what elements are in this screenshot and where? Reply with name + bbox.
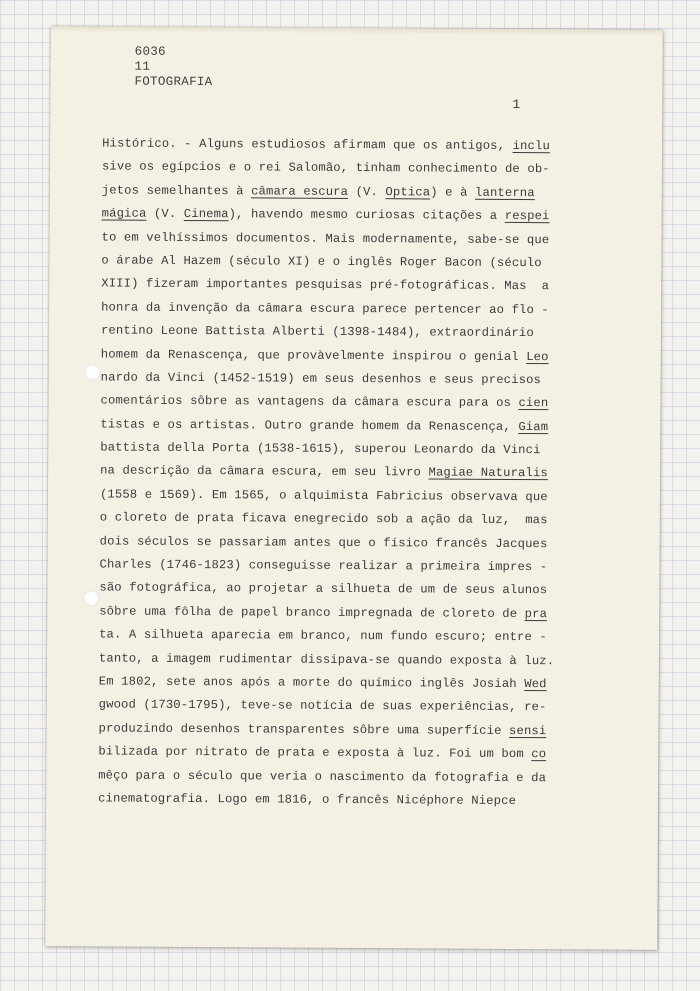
text-line [102,156,552,182]
paper-edge-stain [51,26,663,36]
text-line [99,553,549,579]
text-line [99,694,549,720]
text-line [101,273,551,299]
document-header [134,45,212,90]
underlined-text: Magiae Naturalis [428,465,548,481]
text-segment: mêço para o século que veria o nascimento da fotografia e da [98,767,547,785]
text-line [98,717,548,743]
text-line [98,764,548,790]
text-segment: gwood (1730-1795), teve-se notícia de suas experiências, re- [98,697,547,715]
underlined-text: Wed [524,677,547,692]
underlined-text: cien [518,396,549,411]
text-segment: nardo da Vinci (1452-1519) em seus desenhos e seus precisos [100,370,542,388]
text-segment: battista della Porta (1538-1615), superou Leonardo da Vinci [100,440,541,458]
text-segment: sôbre uma fôlha de papel branco impregnada de cloreto de [99,604,525,621]
text-segment: homem da Renascença, que provàvelmente inspirou o genial [100,346,527,364]
text-line [99,624,549,650]
text-segment: (1558 e 1569). Em 1565, o alquimista Fabricius observava que [99,487,548,505]
text-segment: tistas e os artistas. Outro grande homem da Renascença, [100,417,519,434]
text-line [100,530,550,556]
text-segment: tanto, a imagem rudimentar dissipava-se quando exposta à luz. [98,651,555,668]
underlined-text: sensi [508,723,547,738]
underlined-text: inclu [512,138,550,154]
text-segment: o cloreto de prata ficava enegrecido sob a ação da luz, mas [99,510,548,528]
text-line [101,296,551,322]
text-segment: dois séculos se passariam antes que o físico francês Jacques [99,534,548,551]
text-line [99,600,549,626]
text-segment: na descrição da câmara escura, em seu livro [100,463,429,480]
text-segment: bilizada por nitrato de prata e exposta à luz. Foi um bom [98,744,532,762]
underlined-text: Cinema [183,207,229,222]
underlined-text: Giam [518,419,549,434]
text-line [101,249,551,275]
text-segment: to em velhíssimos documentos. Mais modernamente, sabe-se que [101,230,550,247]
text-line [99,577,549,603]
text-segment: Em 1802, sete anos após a morte do químico inglês Josiah [98,674,525,692]
text-segment: (V. [348,184,386,199]
text-line [101,226,551,252]
typewritten-page [45,26,663,950]
text-line [100,437,550,463]
underlined-text: pra [524,606,548,621]
text-segment: Histórico. - Alguns estudiosos afirmam que os antigos, [102,136,513,153]
text-line [100,483,550,509]
text-segment: jetos semelhantes à [101,183,252,199]
text-line [100,413,550,439]
text-line [98,647,555,673]
text-line [102,132,552,158]
text-segment: cinematografia. Logo em 1816, o francês Nicéphore Niepce [98,791,517,808]
text-line [102,203,552,229]
text-segment: honra da invenção da câmara escura parece pertencer ao flo - [101,300,549,317]
underlined-text: respei [504,209,550,224]
text-line [101,366,551,392]
document-code: 6036 [134,44,166,59]
punch-hole [83,590,99,606]
punch-hole [85,364,101,380]
text-line [102,179,552,205]
text-segment: são fotográfica, ao projetar a silhueta de um de seus alunos [99,580,548,598]
page-number: 1 [512,96,521,113]
text-segment: ) e à [430,185,476,200]
underlined-text: co [531,747,547,762]
underlined-text: mágica [101,206,147,221]
text-segment: ta. A silhueta aparecia em branco, num fundo escuro; entre - [99,627,547,645]
text-segment: sive os egípcios e o rei Salomão, tinham conhecimento de ob- [101,159,550,177]
text-line [98,741,548,767]
text-line [100,507,550,533]
text-line [98,787,548,813]
text-line [100,460,550,486]
underlined-text: Leo [526,349,549,364]
text-line [100,390,550,416]
text-segment: ), havendo mesmo curiosas citações a [228,207,505,224]
text-segment: o árabe Al Hazem (século XI) e o inglês Roger Bacon (século [101,253,542,271]
underlined-text: Optica [385,184,431,200]
text-segment: rentino Leone Battista Alberti (1398-1484), extraordinário [100,323,534,341]
text-line [99,670,549,696]
text-line [101,320,551,346]
underlined-text: câmara escura [251,184,349,199]
body-text [98,132,555,813]
text-line [101,343,551,369]
text-segment: XIII) fizeram importantes pesquisas pré-fotográficas. Mas a [101,276,550,294]
text-segment: produzindo desenhos transparentes sôbre uma superfície [98,721,510,738]
underlined-text: lanterna [474,185,535,200]
text-segment: (V. [146,206,184,222]
text-segment: comentários sôbre as vantagens da câmara escura para os [100,393,519,411]
document-title: FOTOGRAFIA [134,74,213,90]
text-segment: Charles (1746-1823) conseguisse realizar a primeira impres - [99,557,548,575]
document-number: 11 [134,59,151,74]
